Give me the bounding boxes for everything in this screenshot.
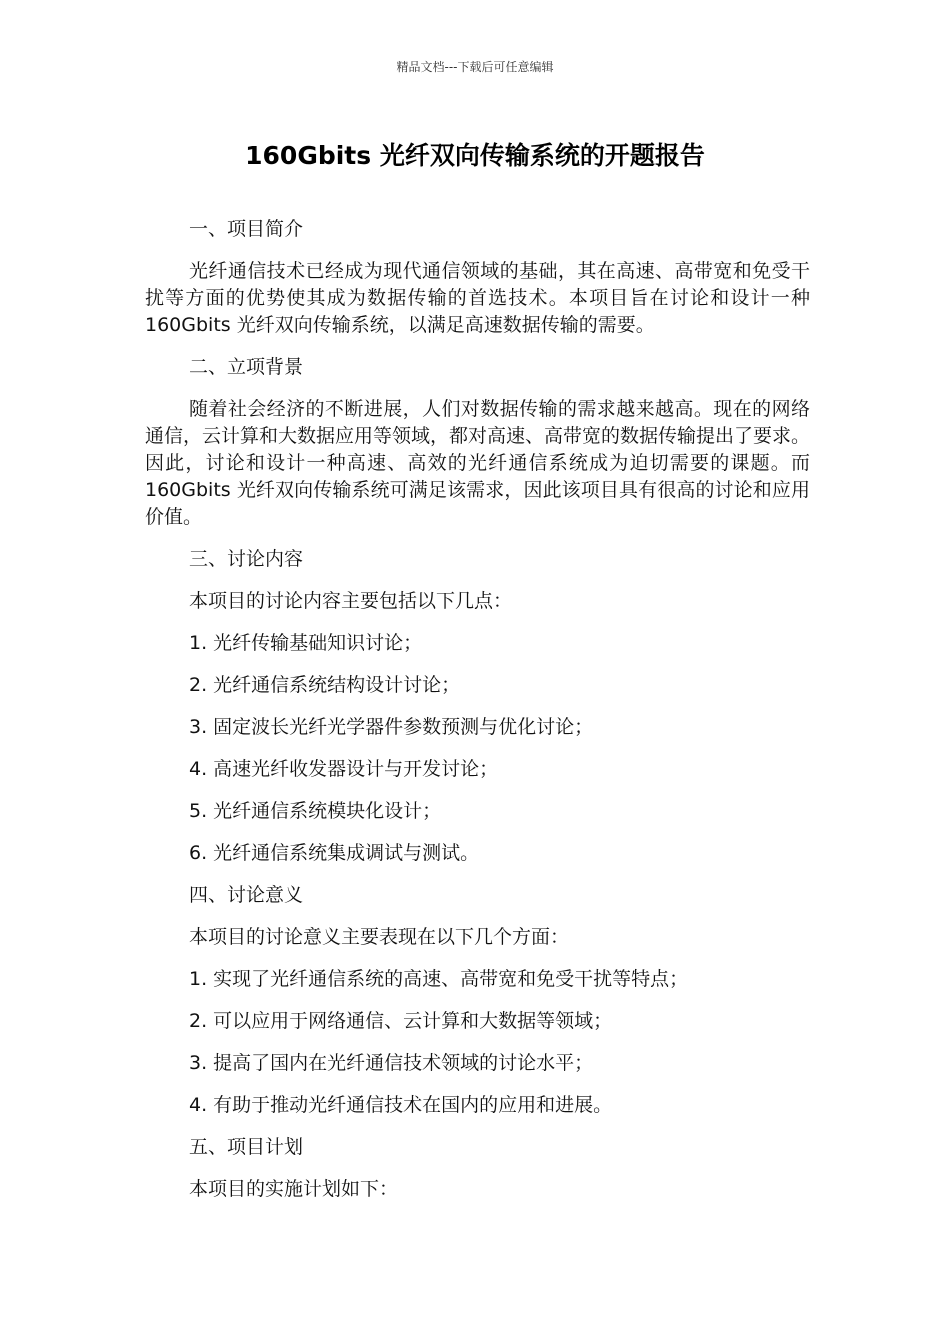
list-item: 2. 可以应用于网络通信、云计算和大数据等领域；: [189, 1010, 613, 1032]
list-item: 6. 光纤通信系统集成调试与测试。: [189, 842, 480, 864]
list-item: 5. 光纤通信系统模块化设计；: [189, 800, 442, 822]
background-paragraph: 随着社会经济的不断进展，人们对数据传输的需求越来越高。现在的网络通信，云计算和大数据应用等领域，都对高速、高带宽的数据传输提出了要求。因此，讨论和设计一种高速、高效的光纤通信系统成为迫切需要的课题。而 160Gbits 光纤双向传输系统可满足该需求，因此该项目具有很高的讨论和应用价值。: [145, 398, 811, 528]
page-header: 精品文档---下载后可任意编辑: [396, 60, 554, 74]
plan-intro: 本项目的实施计划如下：: [189, 1178, 399, 1200]
document-title: 160Gbits 光纤双向传输系统的开题报告: [245, 141, 705, 170]
list-item: 1. 光纤传输基础知识讨论；: [189, 632, 423, 654]
significance-intro: 本项目的讨论意义主要表现在以下几个方面：: [189, 926, 570, 948]
list-item: 3. 固定波长光纤光学器件参数预测与优化讨论；: [189, 716, 594, 738]
list-item: 1. 实现了光纤通信系统的高速、高带宽和免受干扰等特点；: [189, 968, 689, 990]
list-item: 3. 提高了国内在光纤通信技术领域的讨论水平；: [189, 1052, 594, 1074]
section-heading-significance: 四、讨论意义: [189, 884, 304, 906]
content-intro: 本项目的讨论内容主要包括以下几点：: [189, 590, 513, 612]
list-item: 4. 有助于推动光纤通信技术在国内的应用和进展。: [189, 1094, 613, 1116]
list-item: 2. 光纤通信系统结构设计讨论；: [189, 674, 461, 696]
document-body: [145, 216, 810, 1218]
section-heading-content: 三、讨论内容: [189, 548, 304, 570]
section-heading-plan: 五、项目计划: [189, 1136, 304, 1158]
list-item: 4. 高速光纤收发器设计与开发讨论；: [189, 758, 499, 780]
intro-paragraph: 光纤通信技术已经成为现代通信领域的基础，其在高速、高带宽和免受干扰等方面的优势使其成为数据传输的首选技术。本项目旨在讨论和设计一种 160Gbits 光纤双向传输系统，以满足高速数据传输的需要。: [145, 260, 810, 336]
section-heading-intro: 一、项目简介: [189, 218, 304, 240]
section-heading-background: 二、立项背景: [189, 356, 304, 378]
